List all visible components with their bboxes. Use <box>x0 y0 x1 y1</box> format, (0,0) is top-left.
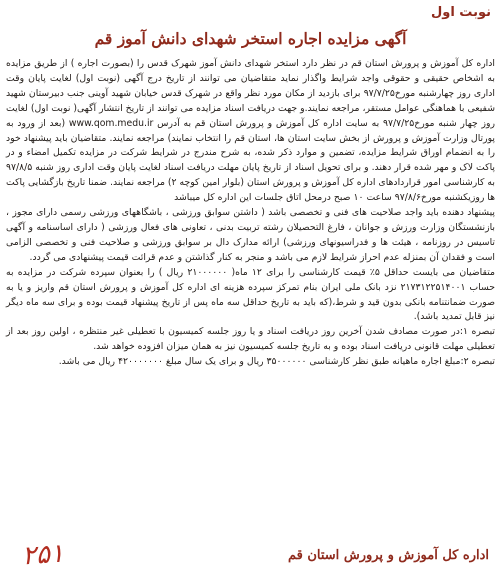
notice-title: آگهی مزایده اجاره استخر شهدای دانش آموز قم <box>94 29 407 48</box>
paragraph-deposit: متقاضیان می بایست حداقل ۵٪ قیمت کارشناسی را برای ۱۲ ماه( ۲۱۰۰۰۰۰۰ ریال ) را بعنوان سپرده شرکت در مزایده به حساب ۲۱۷۳۱۲۲۵۱۴۰۰۱ نزد بانک ملی ایران بنام تمرکز سپرده هزینه ای اداره کل آموزش و پرورش استان قم واریز و یا به صورت ضمانتنامه بانکی بدون قید و شرط،(که باید به تاریخ حداقل سه ماه پس از تاریخ پیشنهاد قیمت بوده و برای سه ماه دیگر نیز قابل تمدید باشد). <box>6 266 495 323</box>
issuer-signature: اداره کل آموزش و پرورش استان قم <box>287 547 489 563</box>
paragraph-intro: اداره کل آموزش و پرورش استان قم در نظر دارد استخر شهدای دانش آموز شهرک قدس را (بصورت اجاره ) از طریق مزایده به اشخاص حقیقی و حقوقی واجد شرایط واگذار نماید متقاضیان می توانند از تاریخ درج آگهی (نوبت اول) لغایت پایان وقت اداری روز چهارشنبه مورخ۹۷/۷/۲۵ برای بازدید از مکان مورد نظر واقع در شهرک قدس خیابان شهید آوینی جنب دبیرستان شهید شفیعی با هماهنگی عوامل مستقر، مراجعه نمایند.و جهت دریافت اسناد مزایده می توانند از تاریخ انتشار آگهی( نوبت اول) لغایت روز چهار شنبه مورخ۹۷/۷/۲۵ به سایت اداره کل آموزش و پرورش استان قم به آدرس www.qom.medu.ir (بعد از ورود به پورتال وزارت آموزش و پرورش از بخش سایت استان ها، استان قم را انتخاب نمایند) مراجعه نمایند. متقاضیان باید پیشنهاد خود را به انضمام اوراق شرایط مزایده، تضمین و موارد ذکر شده، به شرح مندرج در شرایط شرکت در مزایده تکمیل امضاء و در پاکت لاک و مهر شده قرار دهند. و برای تحویل اسناد از تاریخ پایان مهلت دریافت اسناد لغایت پایان وقت اداری روز شنبه ۹۷/۸/۵ به کارشناسی امور قراردادهای اداره کل آموزش و پرورش استان (بلوار امین کوچه ۲) مراجعه نمایند. ضمنا تاریخ بازگشایی پاکت ها روزیکشنبه مورخ۹۷/۸/۶ ساعت ۱۰ صبح درمحل اتاق جلسات این اداره کل میباشد <box>6 58 495 204</box>
notice-header-bar <box>6 3 495 27</box>
paragraph-note-1: تبصره ۱:در صورت مصادف شدن آخرین روز دریافت اسناد و یا روز جلسه کمیسیون با تعطیلی غیر منتظره ، اولین روز بعد از تعطیلی مهلت قانونی دریافت اسناد بوده و به تاریخ جلسه کمیسیون نیز به همان میزان افزوده خواهد شد. <box>6 326 495 353</box>
paragraph-qualifications: پیشنهاد دهنده باید واجد صلاحیت های فنی و تخصصی باشد ( داشتن سوابق ورزشی ، باشگاههای ورزشی رسمی دارای مجوز ، بازنشستگان وزارت ورزش و جوانان ، فارغ التحصیلان رشته تربیت بدنی ، تعاونی های فعال ورزشی ( دارای اساسنامه و آگهی تاسیس در روزنامه ، هیئت ها و فدراسیونهای ورزشی) ارائه مدارک دال بر سوابق ورزشی و صلاحیت فنی و تخصصی الزامی است و فقدان آن بمنزله عدم احراز شرایط لازم می باشد و منجر به کنار گذاشتن و عدم قرائت قیمت پیشنهادی می گردد. <box>6 207 495 263</box>
paragraph-note-2: تبصره ۲:مبلغ اجاره ماهیانه طبق نظر کارشناسی ۳۵۰۰۰۰۰۰ ریال و برای یک سال مبلغ ۴۲۰۰۰۰۰۰۰ ریال می باشد. <box>58 356 495 368</box>
signature-row <box>22 540 489 570</box>
round-badge: نوبت اول <box>427 3 495 27</box>
handwritten-stamp: ۲۵۱ <box>21 538 65 572</box>
notice-body <box>6 57 495 370</box>
